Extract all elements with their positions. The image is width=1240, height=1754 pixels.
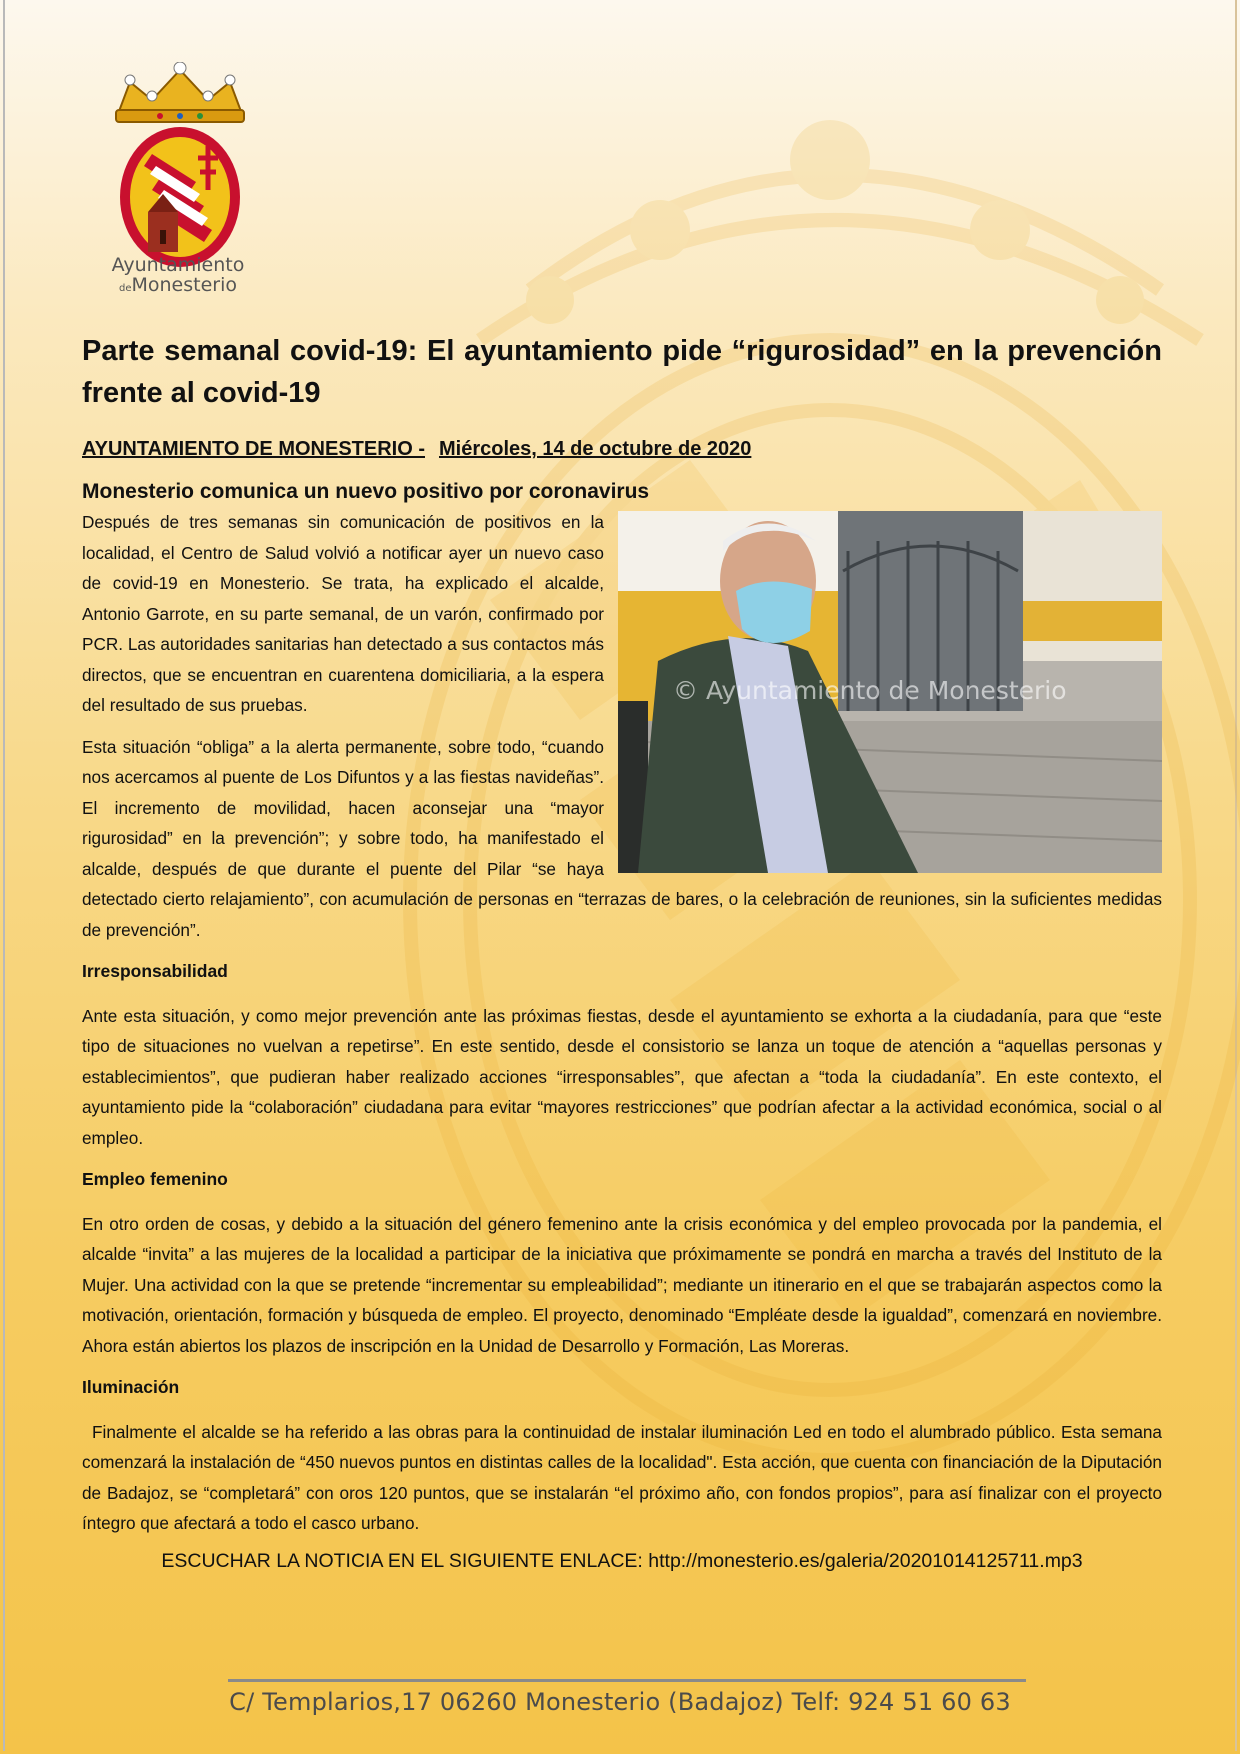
article-photo (618, 511, 1162, 873)
logo-line1: Ayuntamiento (111, 254, 245, 276)
byline-date: Miércoles, 14 de octubre de 2020 (439, 438, 752, 460)
logo-line2: Monesterio (131, 273, 237, 296)
audio-link-label: ESCUCHAR LA NOTICIA EN EL SIGUIENTE ENLACE: (161, 1549, 643, 1572)
audio-link[interactable]: http://monesterio.es/galeria/20201014125711.mp3 (648, 1549, 1083, 1572)
article (82, 330, 1162, 1573)
audio-link-line (82, 1550, 1162, 1573)
footer-divider (228, 1679, 1026, 1682)
paragraph-1: Después de tres semanas sin comunicación de positivos en la localidad, el Centro de Salud volvió a notificar ayer un nuevo caso de covid-19 en Monesterio. Se trata, ha explicado el alcalde, Antonio Garrote, en su parte semanal, de un varón, confirmado por PCR. Las autoridades sanitarias han detectado a sus contactos más directos, que se encuentran en cuarentena domiciliaria, a la espera del resultado de sus pruebas. (82, 512, 604, 715)
section-iluminacion-title: Iluminación (82, 1377, 180, 1397)
section-empleo-title: Empleo femenino (82, 1169, 228, 1189)
footer-address: C/ Templarios,17 06260 Monesterio (Badajoz) Telf: 924 51 60 63 (229, 1688, 1011, 1716)
article-subtitle: Monesterio comunica un nuevo positivo por coronavirus (82, 480, 650, 503)
paragraph-2: Esta situación “obliga” a la alerta permanente, sobre todo, “cuando nos acercamos al puente de Los Difuntos y a las fiestas navideñas”. El incremento de movilidad, hacen aconsejar una “mayor rigurosidad” en la prevención”; y sobre todo, ha manifestado el alcalde, después de que durante el puente del Pilar “se haya detectado cierto relajamiento”, con acumulación de personas en “terrazas de bares, o la celebración de reuniones, sin la suficientes medidas de prevención”. (82, 736, 1162, 940)
section-irresponsabilidad-text: Ante esta situación, y como mejor prevención ante las próximas fiestas, desde el ayuntamiento se exhorta a la ciudadanía, para que “este tipo de situaciones no vuelvan a repetirse”. En este sentido, desde el consistorio se lanza un toque de atención a “aquellas personas y establecimientos”, que pudieran haber realizado acciones “irresponsables”, que afectan a “toda la ciudadanía”. En este contexto, el ayuntamiento pide la “colaboración” ciudadana para evitar “mayores restricciones” que podrían afectar a la actividad económica, social o al empleo. (82, 1005, 1162, 1148)
crown-icon (116, 62, 244, 122)
section-iluminacion-text: Finalmente el alcalde se ha referido a las obras para la continuidad de instalar iluminación Led en todo el alumbrado público. Esta semana comenzará la instalación de “450 nuevos puntos en distintas calles de la localidad". Esta acción, que cuenta con financiación de la Diputación de Badajoz, se “completará” con oros 120 puntos, que se instalarán “el próximo año, con fondos propios”, para así finalizar con el proyecto íntegro que afectará a todo el casco urbano. (82, 1421, 1162, 1533)
article-body (82, 507, 1162, 1539)
section-empleo-text: En otro orden de cosas, y debido a la situación del género femenino ante la crisis económica y del empleo provocada por la pandemia, el alcalde “invita” a las mujeres de la localidad a participar de la iniciativa que próximamente se pondrá en marcha a través del Instituto de la Mujer. Una actividad con la que se pretende “incrementar su empleabilidad”; mediante un itinerario en el que se trabajarán aspectos como la motivación, orientación, formación y búsqueda de empleo. El proyecto, denominado “Empléate desde la igualdad”, comenzará en noviembre. Ahora están abiertos los plazos de inscripción en la Unidad de Desarrollo y Formación, Las Moreras. (82, 1213, 1162, 1356)
logo-line2-prefix: de (118, 282, 132, 294)
section-irresponsabilidad-title: Irresponsabilidad (82, 961, 228, 981)
logo-wordmark (108, 256, 248, 296)
byline-source: AYUNTAMIENTO DE MONESTERIO - (82, 438, 425, 460)
photo-credit: © Ayuntamiento de Monesterio (673, 676, 1067, 705)
byline (82, 436, 1162, 462)
article-title: Parte semanal covid-19: El ayuntamiento pide “rigurosidad” en la prevención frente al covid-19 (82, 335, 1162, 409)
